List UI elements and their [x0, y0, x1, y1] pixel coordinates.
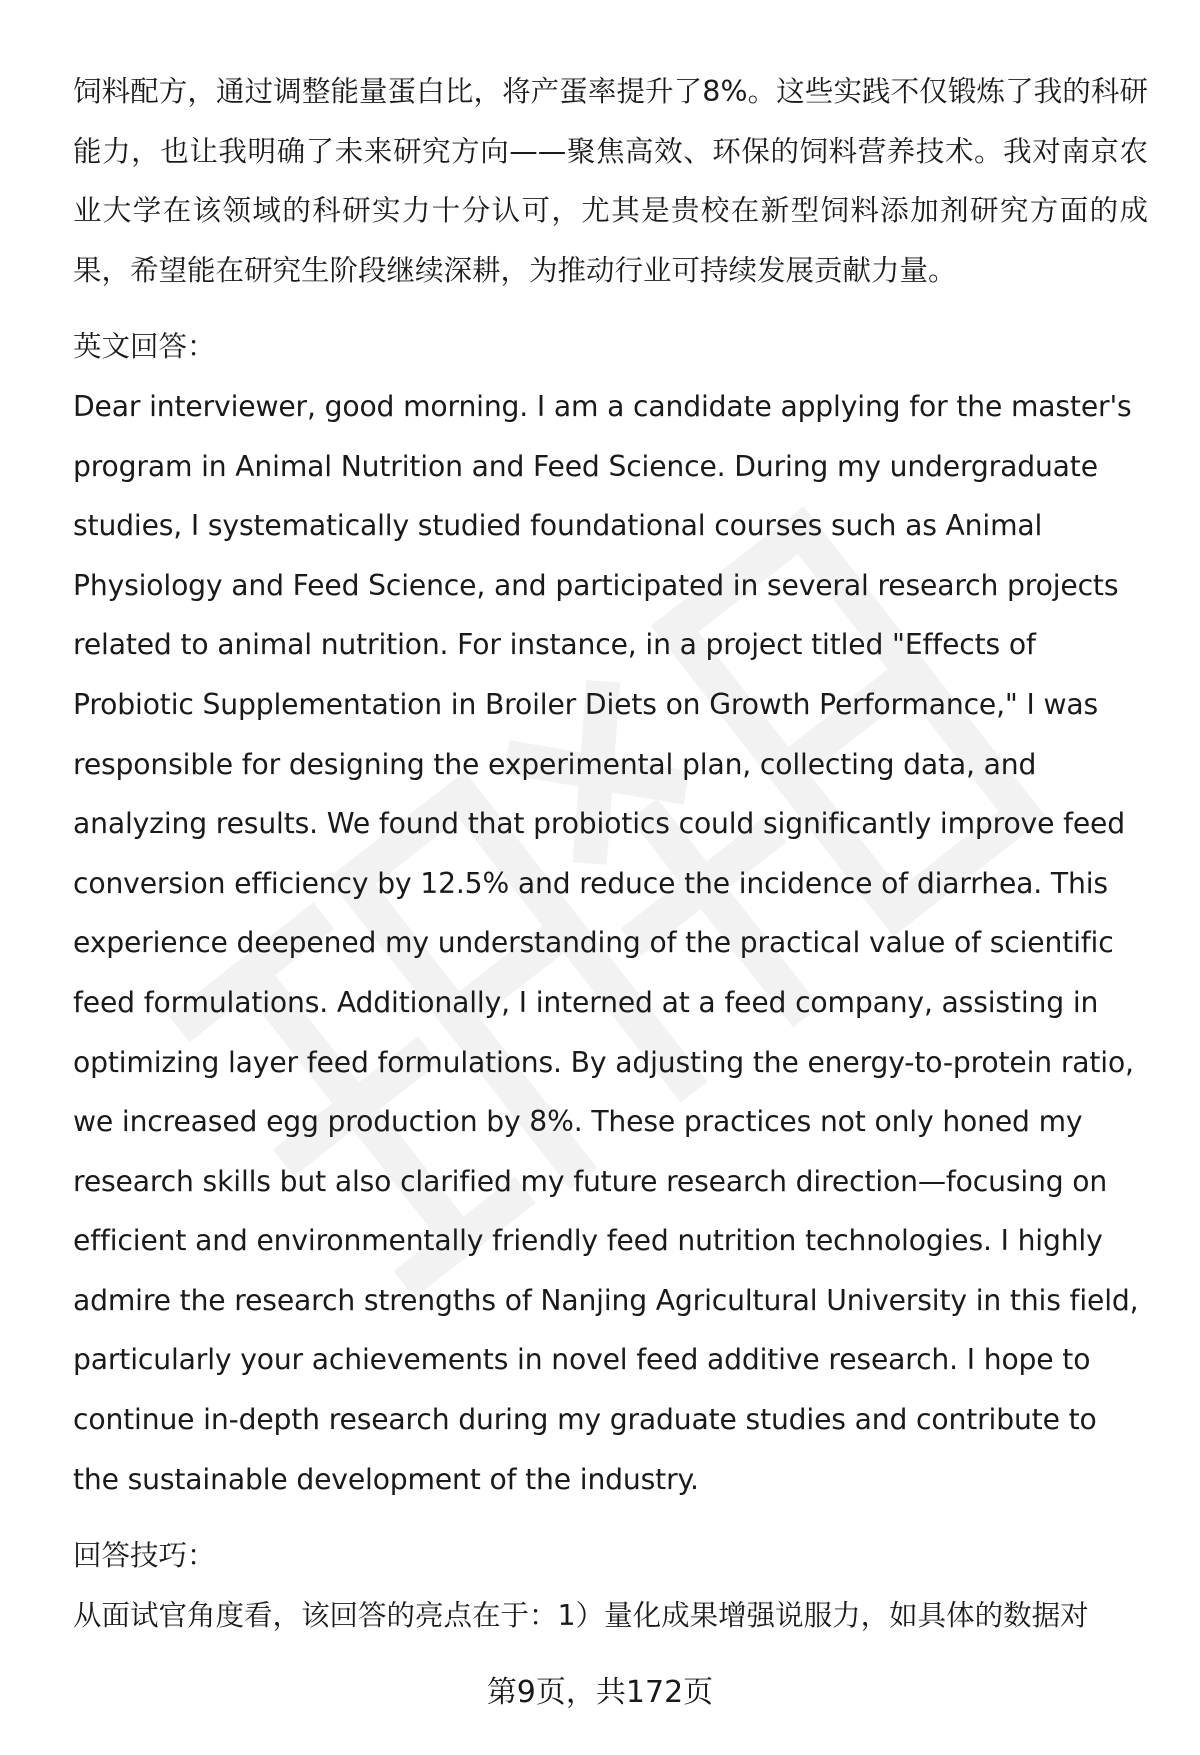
chinese-answer-paragraph: 饲料配方，通过调整能量蛋白比，将产蛋率提升了8%。这些实践不仅锻炼了我的科研能力，也让我明确了未来研究方向——聚焦高效、环保的饲料营养技术。我对南京农业大学在该领域的科研实力十分认可，尤其是贵校在新型饲料添加剂研究方面的成果，希望能在研究生阶段继续深耕，为推动行业可持续发展贡献力量。 [73, 75, 1148, 287]
english-answer-paragraph: Dear interviewer, good morning. I am a candidate applying for the master's program in Animal Nutrition and Feed Science. During my undergraduate studies, I systematically studied foundational courses such as Animal Physiology and Feed Science, and participated in several research projects related to animal nutrition. For instance, in a project titled "Effects of Probiotic Supplementation in Broiler Diets on Growth Performance," I was responsible for designing the experimental plan, collecting data, and analyzing results. We found that probiotics could significantly improve feed conversion efficiency by 12.5% and reduce the incidence of diarrhea. This experience deepened my understanding of the practical value of scientific feed formulations. Additionally, I interned at a feed company, assisting in optimizing layer feed formulations. By adjusting the energy-to-protein ratio, we increased egg production by 8%. These practices not only honed my research skills but also clarified my future research direction—focusing on efficient and environmentally friendly feed nutrition technologies. I highly admire the research strengths of Nanjing Agricultural University in this field, particularly your achievements in novel feed additive research. I hope to continue in-depth research during my graduate studies and contribute to the sustainable development of the industry. [73, 389, 1139, 1496]
answer-tips-heading: 回答技巧： [73, 1539, 216, 1573]
page-footer: 第9页，共172页 [486, 1675, 714, 1710]
document-body [73, 62, 1148, 1645]
answer-tips-paragraph: 从面试官角度看，该回答的亮点在于：1）量化成果增强说服力，如具体的数据对 [73, 1598, 1089, 1632]
english-answer-heading: 英文回答： [73, 330, 216, 364]
